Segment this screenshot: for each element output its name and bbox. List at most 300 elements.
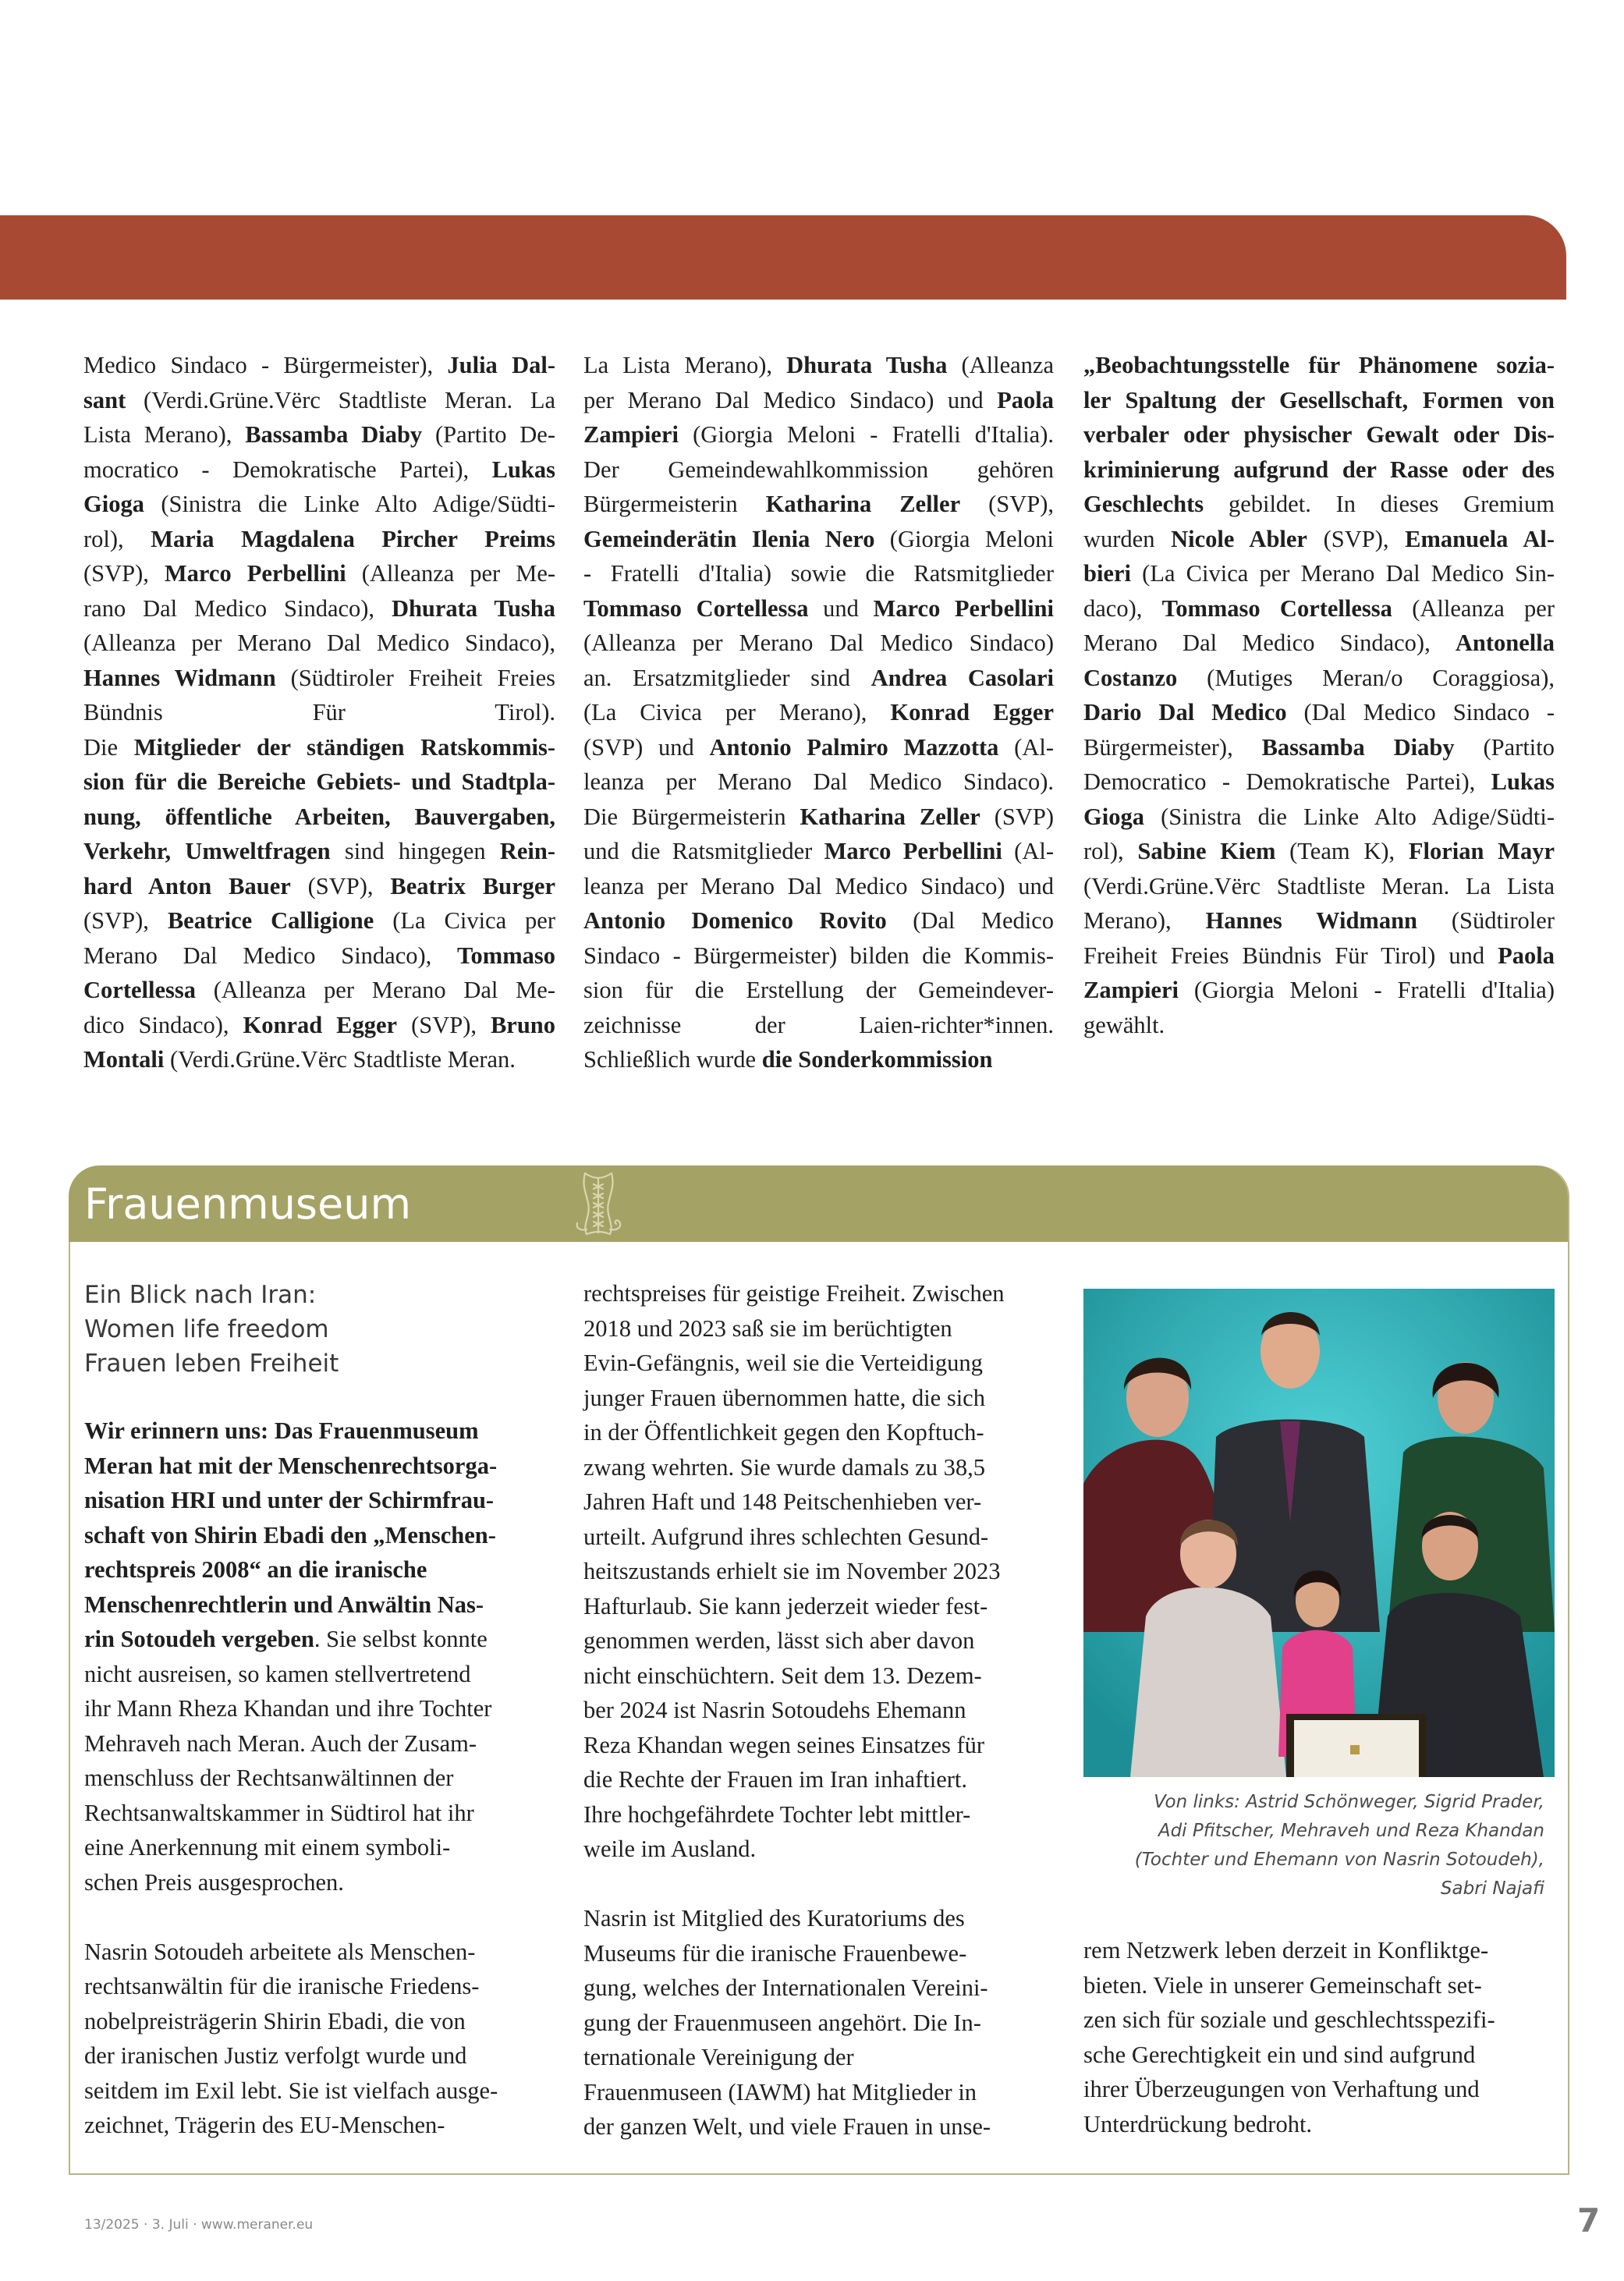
text-line — [583, 1693, 1054, 1728]
text-run: Democratico - Demokratische Partei), — [1083, 768, 1491, 795]
text-run: (La Civica per Merano Dal Medico Sin- — [1131, 560, 1555, 587]
museum-column-1 — [84, 1414, 558, 2143]
text-line — [583, 417, 1054, 452]
text-run: junger Frauen übernommen hatte, die sich — [583, 1384, 985, 1411]
text-line — [83, 348, 555, 383]
text-run: (SVP) und — [583, 733, 710, 761]
caption-line: Sabri Najafi — [1440, 1878, 1544, 1899]
text-line — [583, 522, 1054, 557]
text-line — [84, 2038, 558, 2073]
bold-text: Paola — [1498, 942, 1555, 969]
text-line — [583, 1901, 1054, 1936]
kicker-line: Ein Blick nach Iran: — [84, 1281, 317, 1309]
text-line — [83, 973, 555, 1008]
text-run: (Sinistra die Linke Alto Adige/Südti- — [144, 491, 555, 517]
text-run: (Giorgia Meloni — [874, 525, 1054, 552]
bold-text: sant — [83, 386, 126, 413]
bold-text: Dhurata Tusha — [786, 352, 948, 378]
text-run: Sindaco - Bürgermeister) bilden die Kommis- — [583, 942, 1054, 969]
text-line — [1083, 764, 1555, 800]
text-run: mocratico - Demokratische Partei), — [83, 456, 492, 483]
text-run: Nasrin Sotoudeh arbeitete als Menschen- — [84, 1938, 476, 1965]
text-line — [84, 1552, 558, 1587]
text-run: (SVP) — [980, 803, 1054, 830]
text-line — [583, 1346, 1054, 1381]
text-line — [583, 695, 1054, 730]
text-line — [84, 2108, 558, 2143]
bold-text: Andrea Casolari — [871, 664, 1055, 691]
text-line — [583, 1381, 1054, 1416]
text-run: leanza per Merano Dal Medico Sindaco). — [583, 768, 1054, 795]
text-run: (Giorgia Meloni - Fratelli d'Italia). — [679, 421, 1054, 448]
text-run: ber 2024 ist Nasrin Sotoudehs Ehemann — [583, 1697, 966, 1723]
bold-text: kriminierung aufgrund der Rasse oder des — [1083, 456, 1555, 483]
text-line — [583, 1797, 1054, 1832]
article-column-1 — [83, 348, 555, 1077]
group-photo — [1083, 1289, 1555, 1777]
text-run: (SVP), — [397, 1011, 491, 1038]
text-line — [83, 626, 555, 661]
text-run: (La Civica per Merano), — [583, 699, 891, 725]
bold-text: Cortellessa — [83, 977, 196, 1003]
text-run: Bündnis Für Tirol). — [83, 699, 555, 725]
page-number: 7 — [1577, 2201, 1601, 2240]
text-run: ternationale Vereinigung der — [583, 2044, 854, 2070]
text-run: (SVP), — [290, 872, 391, 899]
text-line — [84, 1865, 558, 1900]
bold-text: schaft von Shirin Ebadi den „Menschen- — [84, 1521, 496, 1548]
text-run: sion für die Erstellung der Gemeindever- — [583, 977, 1054, 1003]
text-line — [583, 1485, 1054, 1520]
bold-text: Konrad Egger — [243, 1011, 398, 1038]
text-run: Reza Khandan wegen seines Einsatzes für — [583, 1731, 985, 1758]
text-run: Nasrin ist Mitglied des Kuratoriums des — [583, 1905, 965, 1932]
text-line — [1083, 800, 1555, 835]
text-line — [583, 973, 1054, 1008]
museum-column-2 — [583, 1276, 1054, 2144]
text-line — [1083, 2107, 1551, 2142]
text-run: daco), — [1083, 594, 1162, 622]
bold-text: Katharina Zeller — [800, 803, 980, 830]
text-run: Bürgermeister), — [1083, 733, 1262, 761]
bold-text: Katharina Zeller — [765, 491, 961, 517]
text-run: gewählt. — [1083, 1011, 1165, 1038]
text-line — [1083, 1933, 1551, 1968]
text-run: (Mutiges Meran/o Coraggiosa), — [1177, 664, 1555, 691]
bold-text: Julia Dal- — [447, 352, 555, 378]
text-line — [1083, 661, 1555, 696]
text-line — [583, 452, 1054, 488]
text-run: (Dal Medico Sindaco - — [1286, 699, 1555, 725]
text-line — [83, 938, 555, 974]
text-run: nicht einschüchtern. Seit dem 13. Dezem- — [583, 1662, 982, 1689]
text-run: zwang wehrten. Sie wurde damals zu 38,5 — [583, 1453, 985, 1481]
text-run: (Partito De- — [422, 421, 555, 448]
text-run: (Südtiroler — [1417, 907, 1555, 934]
bold-text: Hannes Widmann — [1205, 907, 1418, 934]
text-run: rol), — [83, 525, 151, 552]
text-run: (Alleanza — [947, 352, 1054, 378]
text-run: eine Anerkennung mit einem symboli- — [84, 1834, 451, 1861]
text-run: per Merano Dal Medico Sindaco) und — [583, 386, 998, 413]
text-line — [1083, 903, 1555, 938]
bold-text: Marco Perbellini — [824, 838, 1002, 864]
caption-line: Adi Pfitscher, Mehraveh und Reza Khandan — [1158, 1821, 1544, 1841]
text-run: Frauenmuseen (IAWM) hat Mitglieder in — [583, 2078, 977, 2105]
text-line — [1083, 487, 1555, 522]
text-run: 2018 und 2023 saß sie im berüchtigten — [583, 1314, 952, 1342]
text-run: gebildet. In dieses Gremium — [1204, 491, 1555, 517]
text-line — [1083, 383, 1555, 418]
text-run: (Al- — [1002, 838, 1054, 864]
text-run: der iranischen Justiz verfolgt wurde und — [84, 2042, 467, 2069]
text-line — [83, 452, 555, 488]
text-line — [1083, 2072, 1551, 2107]
text-line — [583, 2040, 1054, 2075]
text-line — [84, 1900, 558, 1935]
text-line — [1083, 417, 1555, 452]
bold-text: nisation HRI und unter der Schirmfrau- — [84, 1487, 495, 1513]
bold-text: Zampieri — [583, 421, 679, 448]
text-run: rechtsanwältin für die iranische Friedens- — [84, 1973, 480, 1999]
text-line — [84, 1726, 558, 1761]
text-run: Medico Sindaco - Bürgermeister), — [83, 352, 448, 378]
text-run: Schließlich wurde — [583, 1046, 762, 1073]
text-run: wurden — [1083, 525, 1172, 552]
bold-text: Lukas — [1491, 768, 1555, 795]
text-run: - Fratelli d'Italia) sowie die Ratsmitglieder — [583, 560, 1054, 587]
text-line — [83, 800, 555, 835]
text-line — [583, 626, 1054, 661]
bold-text: Bruno — [490, 1011, 556, 1038]
bold-text: Paola — [997, 386, 1054, 413]
bold-text: Tommaso — [457, 942, 555, 969]
bold-text: Sabine Kiem — [1137, 838, 1276, 864]
bold-text: Marco Perbellini — [873, 594, 1054, 622]
text-line — [583, 903, 1054, 938]
text-run: gung, welches der Internationalen Vereini- — [583, 1974, 988, 2001]
text-line — [583, 869, 1054, 904]
text-line — [583, 800, 1054, 835]
text-run: nobelpreisträgerin Shirin Ebadi, die von — [84, 2007, 466, 2034]
bold-text: Beatrix Burger — [390, 872, 555, 899]
bold-text: Meran hat mit der Menschenrechtsorga- — [84, 1452, 498, 1479]
bold-text: Tommaso Cortellessa — [1161, 594, 1392, 622]
text-run: rem Netzwerk leben derzeit in Konfliktge- — [1083, 1937, 1489, 1964]
text-line — [83, 695, 555, 730]
text-run: Bürgermeisterin — [583, 491, 766, 517]
text-run: dico Sindaco), — [83, 1011, 243, 1038]
text-run: (Alleanza per Merano Dal Medico Sindaco), — [83, 630, 555, 656]
text-line — [583, 730, 1054, 765]
text-run: an. Ersatzmitglieder sind — [583, 664, 871, 691]
text-run: (Dal Medico — [886, 907, 1054, 934]
article-kicker — [84, 1278, 568, 1381]
text-run: . Sie selbst konnte — [314, 1626, 488, 1652]
bold-text: sion für die Bereiche Gebiets- und Stadtpla- — [83, 768, 555, 795]
text-run: seitdem im Exil lebt. Sie ist vielfach ausge- — [84, 2077, 498, 2104]
bold-text: rechtspreis 2008“ an die iranische — [84, 1556, 427, 1583]
bold-text: Antonio Palmiro Mazzotta — [709, 733, 999, 761]
bold-text: „Beobachtungsstelle für Phänomene sozia- — [1083, 352, 1555, 378]
text-run: (Alleanza per — [1392, 594, 1555, 622]
text-run: (Team K), — [1275, 838, 1409, 864]
text-line — [84, 1622, 558, 1657]
text-run: Jahren Haft und 148 Peitschenhieben ver- — [583, 1488, 982, 1515]
bold-text: Bassamba Diaby — [245, 421, 423, 448]
section-title: Frauenmuseum — [84, 1180, 412, 1229]
text-line — [83, 661, 555, 696]
text-run: und — [808, 594, 874, 622]
text-line — [1083, 626, 1555, 661]
bold-text: Rein- — [499, 838, 555, 864]
text-line — [83, 834, 555, 869]
text-line — [84, 1796, 558, 1831]
text-line — [583, 1008, 1054, 1043]
text-line — [83, 1042, 555, 1077]
text-run: (Alleanza per Merano Dal Medico Sindaco) — [583, 630, 1054, 656]
text-run: La Lista Merano), — [583, 352, 787, 378]
text-run: Die Bürgermeisterin — [583, 803, 800, 830]
text-line — [83, 903, 555, 938]
bold-text: Konrad Egger — [890, 699, 1054, 725]
text-line — [84, 1449, 558, 1484]
text-line — [583, 938, 1054, 974]
bold-text: Gioga — [83, 491, 144, 517]
text-line — [583, 764, 1054, 800]
text-run: zen sich für soziale und geschlechtsspezifi- — [1083, 2006, 1495, 2033]
bold-text: Mitglieder der ständigen Ratskommis- — [133, 733, 555, 761]
bold-text: Dario Dal Medico — [1083, 699, 1287, 725]
bold-text: Zampieri — [1083, 977, 1179, 1003]
text-line — [583, 2109, 1054, 2144]
text-run: (Giorgia Meloni - Fratelli d'Italia) — [1179, 977, 1555, 1003]
text-line — [1083, 1968, 1551, 2003]
text-line — [583, 1971, 1054, 2006]
text-run: ihr Mann Rheza Khandan und ihre Tochter — [84, 1695, 492, 1722]
text-line — [583, 661, 1054, 696]
text-run: nicht ausreisen, so kamen stellvertretend — [84, 1660, 471, 1687]
text-line — [83, 730, 555, 765]
text-run: Merano Dal Medico Sindaco), — [83, 942, 458, 969]
text-line — [583, 1311, 1054, 1346]
text-line — [583, 1623, 1054, 1658]
bold-text: Emanuela Al- — [1405, 525, 1555, 552]
text-run: rechtspreises für geistige Freiheit. Zwischen — [583, 1280, 1005, 1307]
bold-text: Costanzo — [1083, 664, 1178, 691]
article-column-2 — [583, 348, 1054, 1077]
text-run: in der Öffentlichkeit gegen den Kopftuch- — [583, 1419, 984, 1446]
text-run: Museums für die iranische Frauenbewe- — [583, 1939, 967, 1967]
text-line — [84, 2004, 558, 2039]
corset-icon — [563, 1169, 633, 1239]
text-run: zeichnisse der Laien-richter*innen. — [583, 1011, 1054, 1038]
text-line — [84, 1657, 558, 1692]
text-run: (Alleanza per Me- — [346, 560, 556, 587]
bold-text: Antonella — [1455, 630, 1555, 656]
text-line — [583, 591, 1054, 626]
text-line — [84, 1414, 558, 1449]
photo-illustration — [1083, 1289, 1555, 1777]
text-run: ihrer Überzeugungen von Verhaftung und — [1083, 2076, 1480, 2102]
text-line — [1083, 834, 1555, 869]
text-run: (Alleanza per Merano Dal Me- — [195, 977, 555, 1003]
bold-text: ler Spaltung der Gesellschaft, Formen von — [1083, 386, 1555, 413]
text-run: Hafturlaub. Sie kann jederzeit wieder fest- — [583, 1592, 988, 1619]
text-run: Unterdrückung bedroht. — [1083, 2110, 1313, 2137]
text-line — [583, 1762, 1054, 1797]
text-line — [583, 2075, 1054, 2110]
text-line — [583, 1867, 1054, 1902]
bold-text: Antonio Domenico Rovito — [583, 907, 887, 934]
text-run: genommen werden, lässt sich aber davon — [583, 1627, 975, 1654]
text-line — [583, 1658, 1054, 1694]
text-line — [583, 383, 1054, 418]
text-line — [84, 1691, 558, 1726]
text-line — [83, 522, 555, 557]
footer-issue-info: 13/2025 · 3. Juli · www.meraner.eu — [84, 2217, 314, 2233]
caption-line: Von links: Astrid Schönweger, Sigrid Prader, — [1154, 1792, 1544, 1812]
caption-line: (Tochter und Ehemann von Nasrin Sotoudeh), — [1134, 1850, 1544, 1870]
bold-text: Gemeinderätin Ilenia Nero — [583, 525, 875, 552]
text-line — [1083, 2038, 1551, 2073]
text-line — [583, 1415, 1054, 1450]
text-run: leanza per Merano Dal Medico Sindaco) und — [583, 872, 1054, 899]
text-run: Freiheit Freies Bündnis Für Tirol) und — [1083, 942, 1498, 969]
bold-text: Tommaso Cortellessa — [583, 594, 809, 622]
header-color-band — [0, 215, 1566, 300]
text-run: sind hingegen — [330, 838, 500, 864]
bold-text: verbaler oder physischer Gewalt oder Dis- — [1083, 421, 1555, 448]
text-line — [84, 1518, 558, 1553]
text-line — [83, 591, 555, 626]
text-run: die Rechte der Frauen im Iran inhaftiert. — [583, 1766, 968, 1793]
text-run: urteilt. Aufgrund ihres schlechten Gesund- — [583, 1523, 989, 1550]
bold-text: Beatrice Calligione — [167, 907, 374, 934]
text-run: Merano), — [1083, 907, 1206, 934]
text-line — [1083, 973, 1555, 1008]
bold-text: Geschlechts — [1083, 491, 1204, 517]
text-run: der ganzen Welt, und viele Frauen in unse- — [583, 2113, 991, 2140]
text-line — [84, 1761, 558, 1796]
text-run: (Verdi.Grüne.Vërc Stadtliste Meran. La — [126, 386, 555, 413]
text-line — [1083, 556, 1555, 591]
text-line — [1083, 348, 1555, 383]
bold-text: Nicole Abler — [1171, 525, 1307, 552]
text-line — [583, 1728, 1054, 1763]
text-line — [1083, 522, 1555, 557]
text-run: (SVP), — [960, 491, 1054, 517]
text-run: sche Gerechtigkeit ein und sind aufgrund — [1083, 2041, 1476, 2068]
text-line — [83, 869, 555, 904]
text-run: schen Preis ausgesprochen. — [84, 1868, 344, 1896]
text-run: Die — [83, 733, 134, 761]
text-line — [1083, 869, 1555, 904]
text-run: (Partito — [1454, 733, 1555, 761]
text-run: Mehraveh nach Meran. Auch der Zusam- — [84, 1729, 477, 1757]
bold-text: Bassamba Diaby — [1261, 733, 1455, 761]
bold-text: Montali — [83, 1046, 165, 1073]
bold-text: rin Sotoudeh vergeben — [84, 1626, 314, 1652]
text-line — [583, 1520, 1054, 1555]
bold-text: bieri — [1083, 560, 1131, 587]
text-line — [1083, 1008, 1555, 1043]
text-line — [1083, 938, 1555, 974]
text-run: (SVP), — [1307, 525, 1406, 552]
text-run: und die Ratsmitglieder — [583, 838, 824, 864]
text-run: zeichnet, Trägerin des EU-Menschen- — [84, 2112, 445, 2138]
text-run: (Sinistra die Linke Alto Adige/Südti- — [1144, 803, 1555, 830]
text-line — [583, 556, 1054, 591]
text-run: heitszustands erhielt sie im November 2023 — [583, 1558, 1001, 1584]
text-line — [583, 1450, 1054, 1485]
kicker-line: Frauen leben Freiheit — [84, 1350, 339, 1378]
text-run: bieten. Viele in unserer Gemeinschaft set- — [1083, 1971, 1482, 1999]
bold-text: Wir erinnern uns: Das Frauenmuseum — [84, 1417, 479, 1444]
bold-text: die Sonderkommission — [761, 1046, 993, 1073]
text-line — [83, 764, 555, 800]
text-line — [83, 417, 555, 452]
text-run: Evin-Gefängnis, weil sie die Verteidigung — [583, 1350, 983, 1376]
text-line — [84, 1587, 558, 1623]
text-line — [583, 487, 1054, 522]
text-run: (SVP), — [83, 907, 168, 934]
text-run: Lista Merano), — [83, 421, 246, 448]
text-line — [1083, 730, 1555, 765]
text-line — [583, 1936, 1054, 1971]
text-line — [1083, 2003, 1551, 2038]
museum-column-3 — [1083, 1933, 1551, 2141]
bold-text: Florian Mayr — [1408, 838, 1555, 864]
text-run: menschluss der Rechtsanwältinnen der — [84, 1765, 454, 1791]
text-run: Rechtsanwaltskammer in Südtirol hat ihr — [84, 1799, 474, 1826]
text-line — [583, 1832, 1054, 1867]
text-run: (SVP), — [83, 560, 165, 587]
text-run: (La Civica per — [374, 907, 556, 934]
text-run: Ihre hochgefährdete Tochter lebt mittler- — [583, 1800, 971, 1828]
text-line — [83, 487, 555, 522]
text-run: Merano Dal Medico Sindaco), — [1083, 630, 1456, 656]
text-run: rol), — [1083, 838, 1138, 864]
text-line — [84, 1830, 558, 1865]
text-run: rano Dal Medico Sindaco), — [83, 594, 392, 622]
bold-text: hard Anton Bauer — [83, 872, 291, 899]
text-line — [83, 556, 555, 591]
photo-caption — [1076, 1788, 1544, 1903]
text-line — [583, 2006, 1054, 2041]
bold-text: Dhurata Tusha — [391, 594, 555, 622]
text-line — [583, 834, 1054, 869]
text-run: Der Gemeindewahlkommission gehören — [583, 456, 1054, 483]
bold-text: nung, öffentliche Arbeiten, Bauvergaben, — [83, 803, 555, 830]
text-line — [84, 1935, 558, 1970]
text-line — [83, 1008, 555, 1043]
text-line — [84, 2073, 558, 2109]
bold-text: Hannes Widmann — [83, 664, 276, 691]
bold-text: Marco Perbellini — [164, 560, 346, 587]
text-line — [583, 1042, 1054, 1077]
article-column-3 — [1083, 348, 1555, 1042]
text-line — [1083, 695, 1555, 730]
bold-text: Maria Magdalena Pircher Preims — [151, 525, 555, 552]
text-run: (Al- — [998, 733, 1054, 761]
text-line — [84, 1969, 558, 2004]
text-run: weile im Ausland. — [583, 1836, 757, 1862]
text-run: (Verdi.Grüne.Vërc Stadtliste Meran. — [164, 1046, 516, 1073]
kicker-line: Women life freedom — [84, 1315, 329, 1343]
bold-text: Gioga — [1083, 803, 1144, 830]
text-line — [84, 1483, 558, 1518]
